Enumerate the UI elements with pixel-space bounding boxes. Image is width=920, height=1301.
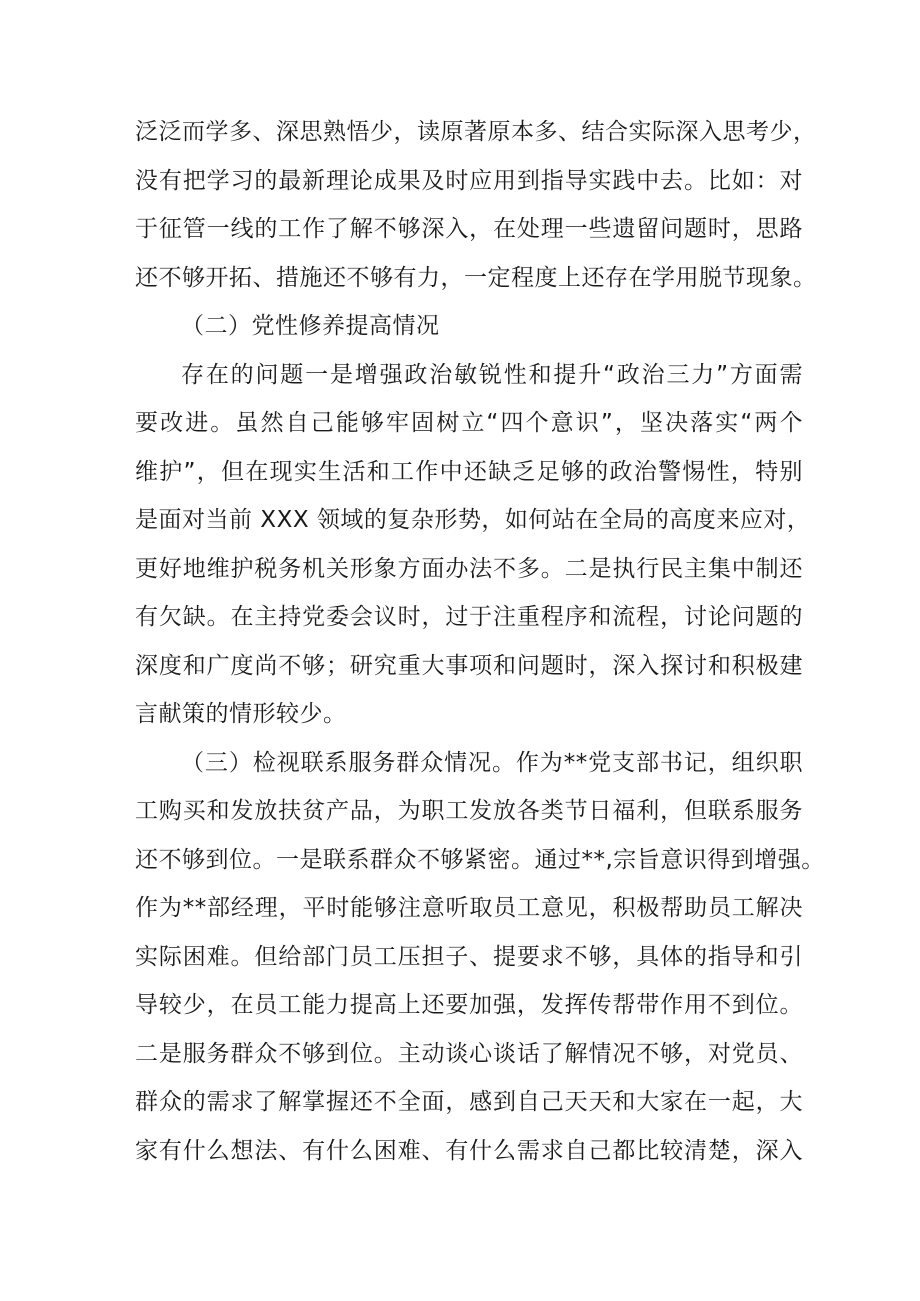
- text-line: 还不够开拓、措施还不够有力，一定程度上还存在学用脱节现象。: [135, 264, 817, 291]
- text-line: 实际困难。但给部门员工压担子、提要求不够，具体的指导和引: [135, 943, 803, 970]
- text-line: 要改进。虽然自己能够牢固树立“四个意识”，坚决落实“两个: [135, 410, 803, 436]
- text-line: 是面对当前 XXX 领域的复杂形势，如何站在全局的高度来应对，: [135, 507, 811, 533]
- text-line: 作为**部经理，平时能够注意听取员工意见，积极帮助员工解决: [135, 895, 803, 921]
- text-line: 导较少，在员工能力提高上还要加强，发挥传帮带作用不到位。: [135, 992, 803, 1018]
- text-line: 群众的需求了解掌握还不全面，感到自己天天和大家在一起，大: [135, 1089, 803, 1115]
- text-line: 还不够到位。一是联系群众不够紧密。通过**,宗旨意识得到增强。: [135, 846, 825, 873]
- paragraph-first-line: 存在的问题一是增强政治敏锐性和提升“政治三力”方面需: [181, 361, 803, 388]
- text-line: 更好地维护税务机关形象方面办法不多。二是执行民主集中制还: [135, 555, 803, 582]
- paragraph-first-line: （二）党性修养提高情况: [181, 313, 440, 339]
- text-line: 于征管一线的工作了解不够深入，在处理一些遗留问题时，思路: [135, 216, 803, 242]
- text-line: 泛泛而学多、深思熟悟少，读原著原本多、结合实际深入思考少，: [135, 119, 817, 145]
- text-line: 工购买和发放扶贫产品，为职工发放各类节日福利，但联系服务: [135, 798, 803, 824]
- text-line: 二是服务群众不够到位。主动谈心谈话了解情况不够，对党员、: [135, 1040, 803, 1067]
- text-line: 言献策的情形较少。: [135, 701, 347, 727]
- text-line: 深度和广度尚不够；研究重大事项和问题时，深入探讨和积极建: [135, 652, 803, 679]
- text-line: 有欠缺。在主持党委会议时，过于注重程序和流程，讨论问题的: [135, 604, 803, 630]
- text-line: 家有什么想法、有什么困难、有什么需求自己都比较清楚，深入: [135, 1137, 803, 1164]
- document-body: [135, 108, 825, 1175]
- text-line: 没有把学习的最新理论成果及时应用到指导实践中去。比如：对: [135, 167, 803, 194]
- text-line: 维护”，但在现实生活和工作中还缺乏足够的政治警惕性，特别: [135, 458, 803, 485]
- paragraph-first-line: （三）检视联系服务群众情况。作为**党支部书记，组织职: [181, 749, 803, 776]
